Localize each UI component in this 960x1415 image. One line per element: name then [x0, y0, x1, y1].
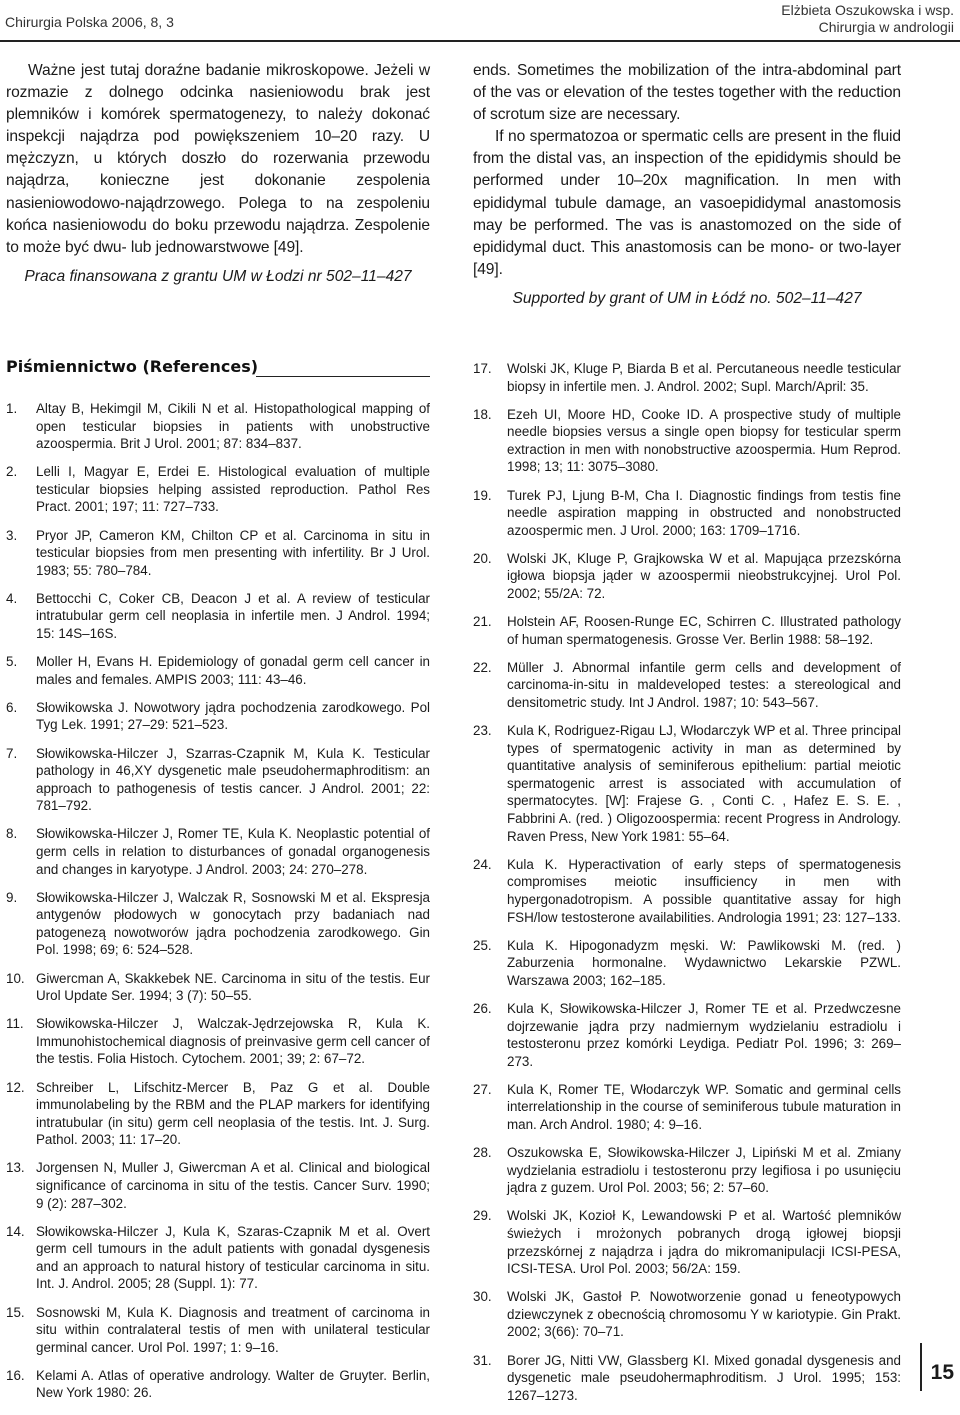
reference-text: Müller J. Abnormal infantile germ cells and development of carcinoma-in-situ in maldeveloped testes: a stereological and densitometric study. Int J Androl. 1987; 10: 543–567.: [507, 659, 901, 710]
page-header: [0, 0, 960, 42]
reference-item: [473, 613, 901, 648]
reference-number: 12.: [6, 1079, 25, 1095]
reference-text: Bettocchi C, Coker CB, Deacon J et al. A review of testicular intratubular germ cell neoplasia in infertile men. J Androl. 1994; 15: 14S–16S.: [36, 590, 430, 642]
reference-text: Sosnowski M, Kula K. Diagnosis and treatment of carcinoma in situ within contralateral testis of men with unilateral testicular germinal cancer. Urol Pol. 1997; 1: 9–16.: [36, 1304, 430, 1355]
reference-number: 17.: [473, 361, 492, 376]
reference-number: 7.: [6, 745, 18, 761]
reference-item: [6, 699, 430, 734]
reference-text: Wolski JK, Kluge P, Grajkowska W et al. Mapująca przezskórna igłowa biopsja jąder w azoospermii nieobstrukcyjnej. Urol Pol. 2002; 55/2A: 72.: [507, 550, 901, 602]
reference-text: Ezeh UI, Moore HD, Cooke ID. A prospective study of multiple needle biopsies versus a single open biopsy for testicular sperm extraction in men with nonobstructive azoospermia. Hum Reprod. 1998; 13; 11: 3075–3080.: [507, 406, 901, 475]
reference-item: [473, 856, 901, 926]
reference-text: Wolski JK, Gastoł P. Nowotworzenie gonad u feneotypowych dziewczynek z obecnością chromosomu Y w kariotypie. Gin Prakt. 2002; 3(66): 70–71.: [507, 1289, 901, 1340]
references-right-column: [473, 360, 901, 1415]
reference-text: Turek PJ, Ljung B-M, Cha I. Diagnostic findings from testis fine needle aspiration mapping in obstructed and nonobstructed azoospermic men. J Urol. 2000; 163: 1709–1716.: [507, 487, 901, 538]
reference-item: [6, 400, 430, 453]
reference-text: Moller H, Evans H. Epidemiology of gonadal germ cell cancer in males and females. AMPIS 2003; 111: 43–46.: [36, 654, 430, 687]
reference-number: 13.: [6, 1160, 25, 1176]
reference-text: Słowikowska-Hilczer J, Romer TE, Kula K. Neoplastic potential of germ cells in relation to disturbances of gonadal organogenesis and changes in karyotype. J Androl. 2003; 24: 270–278.: [36, 826, 430, 877]
reference-number: 10.: [6, 970, 25, 986]
reference-number: 24.: [473, 856, 492, 872]
polish-grant-note: Praca finansowana z grantu UM w Łodzi nr 502–11–427: [24, 267, 412, 285]
reference-text: Schreiber L, Lifschitz-Mercer B, Paz G et al. Double immunolabeling by the RBM and the PLAP markers for identifying intratubular (in situ) germ cell neoplasia of the testis. Int. J. Surg. Pathol. 2003; 11: 17–20.: [36, 1079, 430, 1148]
reference-text: Jorgensen N, Muller J, Giwercman A et al. Clinical and biological significance of carcinoma in situ of the testis. Cancer Surv. 1990; 9 (2): 287–302.: [36, 1160, 430, 1211]
reference-item: [6, 1159, 430, 1212]
reference-number: 29.: [473, 1208, 492, 1224]
reference-item: [473, 487, 901, 540]
journal-citation: Chirurgia Polska 2006, 8, 3: [5, 14, 174, 30]
reference-number: 3.: [6, 527, 18, 543]
reference-number: 11.: [6, 1016, 24, 1032]
reference-text: Giwercman A, Skakkebek NE. Carcinoma in situ of the testis. Eur Urol Update Ser. 1994; 3 (7): 50–55.: [36, 970, 430, 1004]
reference-number: 31.: [473, 1352, 492, 1368]
reference-item: [473, 1000, 901, 1070]
reference-text: Słowikowska-Hilczer J, Walczak-Jędrzejowska R, Kula K. Immunohistochemical diagnosis of preinvasive germ cell cancer of the testis. Folia Histoch. Cytochem. 2001; 39; 2: 67–72.: [36, 1016, 430, 1067]
running-head: [781, 2, 954, 36]
reference-text: Kula K. Hipogonadyzm męski. W: Pawlikowski M. (red. ) Zaburzenia hormonalne. Wydawnictwo Lekarskie PZWL. Warszawa 2003; 162–185.: [507, 937, 901, 988]
reference-number: 8.: [6, 826, 18, 842]
reference-number: 1.: [6, 401, 18, 416]
reference-number: 14.: [6, 1223, 25, 1239]
page-number-box: [920, 1343, 956, 1391]
reference-number: 6.: [6, 699, 18, 715]
reference-text: Altay B, Hekimgil M, Cikili N et al. Histopathological mapping of open testicular biopsies in patients with unobstructive azoospermia. Brit J Urol. 2001; 87: 834–837.: [36, 401, 430, 452]
reference-item: [6, 1304, 430, 1357]
reference-item: [473, 659, 901, 712]
reference-text: Wolski JK, Kozioł K, Lewandowski P et al. Wartość plemników świeżych i mrożonych pobranych drogą igłowej biopsji przezskórnej z najądrza i jądra do mikromanipulacji ICSI-PESA, ICSI-TESA. Urol Pol. 2003; 56/2A: 159.: [507, 1208, 901, 1277]
english-paragraph-2: If no spermatozoa or spermatic cells are present in the fluid from the distal vas, an inspection of the epididymis should be performed under 10–20x magnification. In men with epididymal tubule damage, an vasoepididymal anastomosis may be performed. The vas is anastomozed on the side of epididymal duct. This anastomosis can be mono- or two-layer [49].: [473, 128, 901, 278]
reference-text: Lelli I, Magyar E, Erdei E. Histological evaluation of multiple testicular biopsies helping assisted reproduction. Pathol Res Pract. 2001; 197; 11: 727–733.: [36, 464, 430, 515]
reference-item: [6, 590, 430, 643]
reference-number: 30.: [473, 1289, 492, 1305]
reference-number: 23.: [473, 723, 492, 739]
english-grant-note: Supported by grant of UM in Łódź no. 502–11–427: [512, 289, 862, 307]
reference-item: [6, 1367, 430, 1402]
reference-text: Słowikowska-Hilczer J, Kula K, Szaras-Czapnik M et al. Overt germ cell tumours in the adult patients with gonadal dysgenesis and an approach to natural history of testicular carcinoma in situ. Int. J. Androl. 2005; 28 (Suppl. 1): 77.: [36, 1223, 430, 1292]
reference-number: 19.: [473, 487, 492, 503]
reference-text: Kula K, Słowikowska-Hilczer J, Romer TE et al. Przedwczesne dojrzewanie jądra przy nadmiernym wydzielaniu estradiolu i testosteronu przez komórki Leydiga. Pediatr Pol. 1996; 3: 269–273.: [507, 1000, 901, 1069]
reference-number: 16.: [6, 1367, 25, 1383]
reference-number: 22.: [473, 659, 492, 675]
reference-text: Słowikowska-Hilczer J, Walczak R, Sosnowski M et al. Ekspresja antygenów płodowych w gonocytach przy badaniach nad patogenezą nowotworów jądra pochodzenia zarodkowego. Gin Pol. 1998; 69; 6: 524–528.: [36, 889, 430, 958]
reference-text: Kula K, Rodriguez-Rigau LJ, Włodarczyk WP et al. Three principal types of spermatogenic activity in man as determined by quantitative analysis of seminiferous epithelium: partial meiotic spermatogenic arrest is associated with accumulation of spermatocytes. [W]: Frajese G. , Conti C. , Hafez E. S. E. , Fabbrini A. (red. ) Oligozoospermia: recent Progress in Andrology. Raven Press, New York 1981: 55–64.: [507, 723, 901, 844]
reference-number: 27.: [473, 1081, 492, 1097]
reference-item: [6, 1079, 430, 1149]
reference-number: 5.: [6, 654, 18, 670]
reference-text: Kelami A. Atlas of operative andrology. Walter de Gruyter. Berlin, New York 1980: 26.: [36, 1367, 430, 1401]
reference-number: 28.: [473, 1145, 492, 1161]
reference-item: [6, 745, 430, 815]
reference-number: 26.: [473, 1000, 492, 1016]
reference-number: 2.: [6, 464, 18, 480]
references-heading-rule: [256, 376, 430, 377]
header-rule: [0, 40, 960, 42]
reference-number: 20.: [473, 550, 492, 566]
reference-number: 15.: [6, 1304, 25, 1320]
references-heading: Piśmiennictwo (References): [6, 357, 262, 376]
polish-text-column: [6, 60, 430, 288]
polish-paragraph: Ważne jest tutaj doraźne badanie mikroskopowe. Jeżeli w rozmazie z dolnego odcinka nasieniowodu brak jest plemników i komórek spermatogenezy, to należy dokonać inspekcji najądrza pod powiększeniem 10–20 razy. U mężczyzn, u których doszło do rozerwania przewodu najądrza, konieczne jest dokonanie zespolenia nasieniowodowo-najądrzowego. Polega to na zespoleniu końca nasieniowodu do boku przewodu najądrza. Zespolenie to może być dwu- lub jednowarstwowe [49].: [6, 62, 430, 256]
english-text-column: [473, 60, 901, 310]
reference-number: 21.: [473, 614, 492, 630]
reference-text: Borer JG, Nitti VW, Glassberg KI. Mixed gonadal dysgenesis and dysgenetic male pseudohermaphroditism. J Urol. 1995; 153: 1267–1273.: [507, 1352, 901, 1403]
reference-text: Słowikowska J. Nowotwory jądra pochodzenia zarodkowego. Pol Tyg Lek. 1991; 27–29: 521–523.: [36, 699, 430, 733]
reference-item: [473, 1207, 901, 1277]
reference-item: [473, 360, 901, 395]
reference-item: [6, 463, 430, 516]
reference-item: [6, 1015, 430, 1068]
reference-number: 18.: [473, 406, 492, 422]
references-heading-block: [6, 357, 430, 383]
reference-item: [6, 825, 430, 878]
reference-item: [6, 653, 430, 688]
running-authors: Elżbieta Oszukowska i wsp.: [781, 2, 954, 18]
english-paragraph-1: ends. Sometimes the mobilization of the intra-abdominal part of the vas or elevation of the testes together with the reduction of scrotum size are necessary.: [473, 62, 901, 124]
running-title: Chirurgia w andrologii: [818, 19, 954, 35]
reference-text: Kula K. Hyperactivation of early steps of spermatogenesis compromises meiotic insufficiency in men with hypergonadotropism. A possible quantitative assay for high FSH/low testosterone availabilities. Andrologia 1991; 23: 127–133.: [507, 856, 901, 925]
reference-item: [6, 527, 430, 580]
reference-number: 9.: [6, 889, 18, 905]
reference-item: [473, 1288, 901, 1341]
reference-text: Holstein AF, Roosen-Runge EC, Schirren C. Illustrated pathology of human spermatogenesis. Grosse Ver. Berlin 1988: 58–192.: [507, 614, 901, 647]
reference-number: 25.: [473, 937, 492, 953]
reference-item: [473, 937, 901, 990]
reference-item: [473, 722, 901, 845]
reference-item: [473, 1144, 901, 1197]
reference-number: 4.: [6, 590, 18, 606]
reference-text: Oszukowska E, Słowikowska-Hilczer J, Lipiński M et al. Zmiany wydzielania estradiolu i testosteronu przy legifiosa i po usunięciu jądra z guzem. Urol Pol. 2003; 56; 2: 57–60.: [507, 1145, 901, 1196]
reference-item: [6, 970, 430, 1005]
reference-text: Pryor JP, Cameron KM, Chilton CP et al. Carcinoma in situ in testicular biopsies from men presenting with infertility. Br J Urol. 1983; 55: 780–784.: [36, 527, 430, 578]
reference-text: Wolski JK, Kluge P, Biarda B et al. Percutaneous needle testicular biopsy in infertile men. J. Androl. 2002; Supl. March/April: 35.: [507, 361, 901, 394]
reference-item: [473, 1081, 901, 1134]
references-left-column: [6, 400, 430, 1413]
reference-item: [473, 1352, 901, 1405]
reference-item: [473, 406, 901, 476]
page-number: 15: [930, 1361, 954, 1384]
reference-item: [6, 1223, 430, 1293]
reference-item: [473, 550, 901, 603]
reference-item: [6, 889, 430, 959]
reference-text: Kula K, Romer TE, Włodarczyk WP. Somatic and germinal cells interrelationship in the course of seminiferous tubule maturation in man. Arch Androl. 1980; 4: 9–16.: [507, 1081, 901, 1132]
reference-text: Słowikowska-Hilczer J, Szarras-Czapnik M, Kula K. Testicular pathology in 46,XY dysgenetic male pseudohermaphroditism: an approach to pathogenesis of testis cancer. J Androl. 2001; 22: 781–792.: [36, 745, 430, 814]
